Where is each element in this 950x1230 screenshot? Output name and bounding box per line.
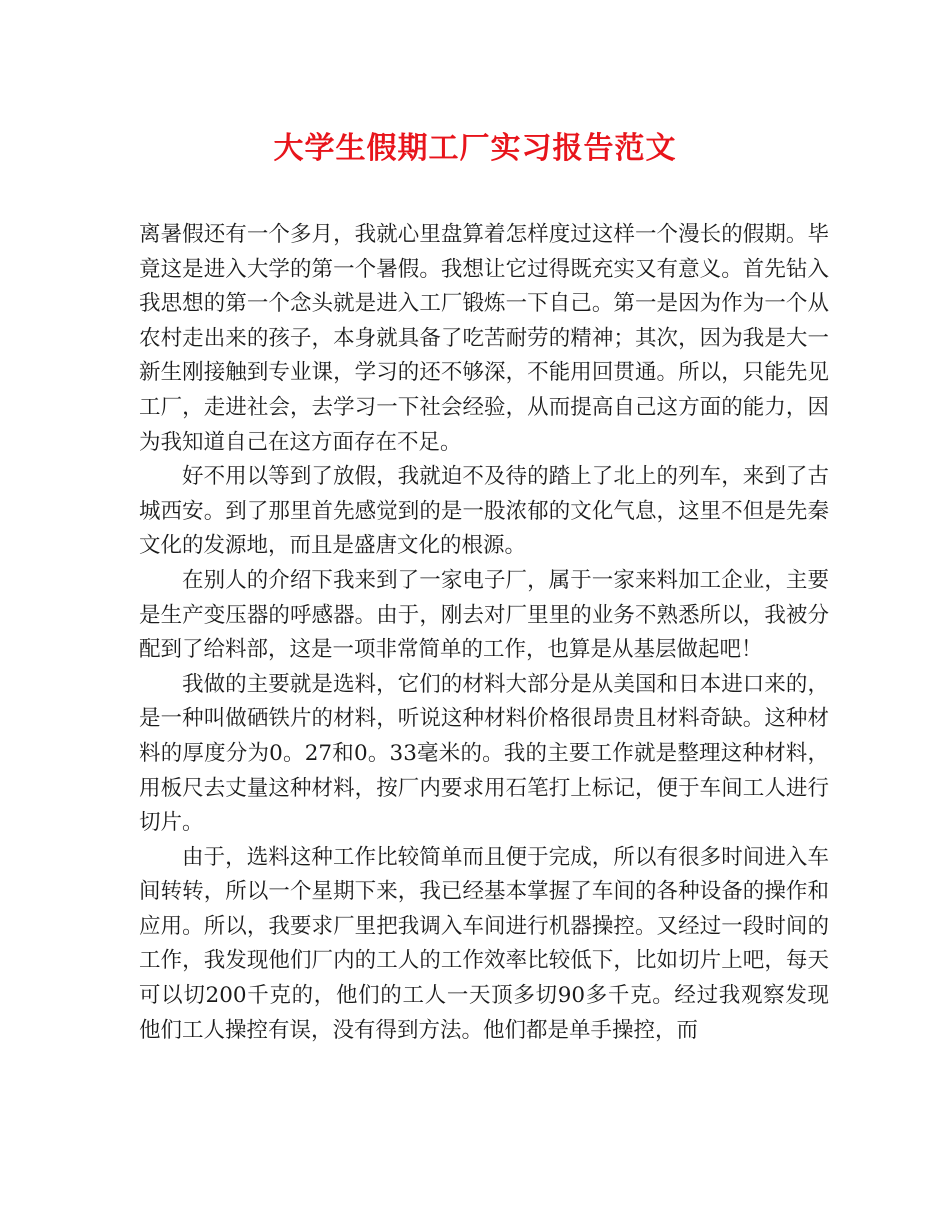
paragraph-1: 离暑假还有一个多月，我就心里盘算着怎样度过这样一个漫长的假期。毕竟这是进入大学的第一个暑假。我想让它过得既充实又有意义。首先钻入我思想的第一个念头就是进入工厂锻炼一下自己。第一是因为作为一个从农村走出来的孩子，本身就具备了吃苦耐劳的精神；其次，因为我是大一新生刚接触到专业课，学习的还不够深，不能用回贯通。所以，只能先见工厂，走进社会，去学习一下社会经验，从而提高自己这方面的能力，因为我知道自己在这方面存在不足。 — [139, 222, 829, 455]
paragraph-2: 好不用以等到了放假，我就迫不及待的踏上了北上的列车，来到了古城西安。到了那里首先感觉到的是一股浓郁的文化气息，这里不但是先秦文化的发源地，而且是盛唐文化的根源。 — [139, 464, 829, 559]
document-body — [139, 218, 829, 1048]
document-title: 大学生假期工厂实习报告范文 — [273, 131, 677, 166]
paragraph-5: 由于，选料这种工作比较简单而且便于完成，所以有很多时间进入车间转转，所以一个星期下来，我已经基本掌握了车间的各种设备的操作和应用。所以，我要求厂里把我调入车间进行机器操控。又经过一段时间的工作，我发现他们厂内的工人的工作效率比较低下，比如切片上吧，每天可以切200千克的，他们的工人一天顶多切90多千克。经过我观察发现他们工人操控有误，没有得到方法。他们都是单手操控，而 — [139, 844, 829, 1043]
paragraph-4: 我做的主要就是选料，它们的材料大部分是从美国和日本进口来的，是一种叫做硒铁片的材料，听说这种材料价格很昂贵且材料奇缺。这种材料的厚度分为0。27和0。33毫米的。我的主要工作就是整理这种材料，用板尺去丈量这种材料，按厂内要求用石笔打上标记，便于车间工人进行切片。 — [139, 671, 829, 836]
paragraph-3: 在别人的介绍下我来到了一家电子厂，属于一家来料加工企业，主要是生产变压器的呼感器。由于，刚去对厂里里的业务不熟悉所以，我被分配到了给料部，这是一项非常简单的工作，也算是从基层做起吧！ — [139, 567, 829, 663]
